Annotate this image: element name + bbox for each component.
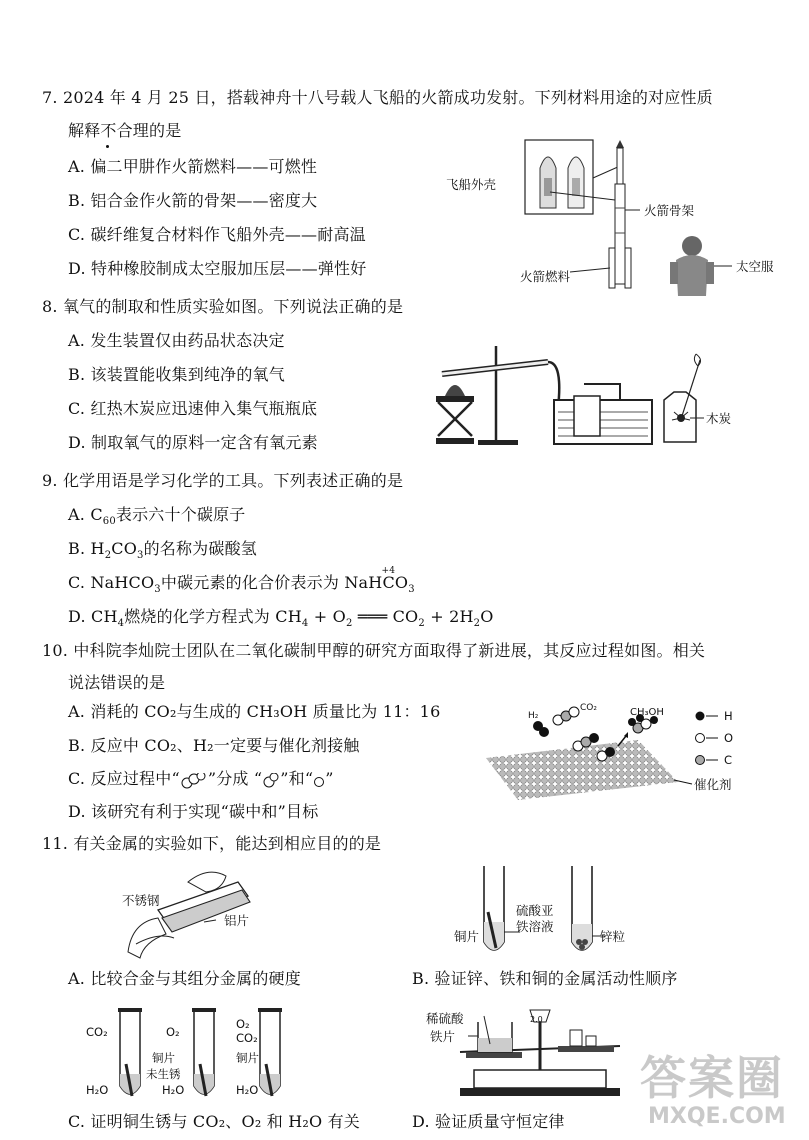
hardness-test-figure: [118, 862, 258, 962]
legend-h: H: [724, 709, 733, 723]
emphasis-dot: [106, 145, 109, 148]
watermark-url: MXQE.COM: [648, 1104, 786, 1129]
q7-option-a: A. 偏二甲肼作火箭燃料——可燃性: [68, 157, 318, 176]
q7-option-d: D. 特种橡胶制成太空服加压层——弹性好: [68, 259, 367, 278]
tube-2: [192, 1008, 216, 1096]
label-rocket-frame: 火箭骨架: [644, 203, 695, 218]
label-feso4-line1: 硫酸亚: [516, 903, 554, 918]
q9-option-b: B. $H_2CO_3$的名称为碳酸氢: [68, 539, 257, 562]
label-c-h2o-1: H₂O: [86, 1083, 109, 1097]
label-rocket-fuel: 火箭燃料: [520, 269, 571, 284]
q8-stem: 8. 氧气的制取和性质实验如图。下列说法正确的是: [42, 297, 404, 316]
label-charcoal: 木炭: [706, 411, 732, 426]
q7-option-b: B. 铝合金作火箭的骨架——密度大: [68, 191, 318, 210]
label-ch3oh: CH₃OH: [630, 707, 664, 718]
q9-option-c: C. NaHCO$_3$中碳元素的化合价表示为 NaHC +4 $O_3$: [68, 573, 415, 600]
legend-o: O: [724, 731, 734, 745]
watermark-logo: 答案圈: [640, 1051, 784, 1105]
label-space-suit: 太空服: [736, 259, 774, 274]
q11-option-a: A. 比较合金与其组分金属的硬度: [68, 969, 301, 988]
q7-option-c: C. 碳纤维复合材料作飞船外壳——耐高温: [68, 225, 366, 244]
q11-option-d: D. 验证质量守恒定律: [412, 1112, 565, 1131]
label-c-copper: 铜片: [152, 1051, 175, 1065]
label-stainless-steel: 不锈钢: [122, 893, 160, 908]
q9-option-a: A. $C_{60}$表示六十个碳原子: [68, 505, 246, 528]
co-molecule-icon: [262, 773, 280, 789]
label-ship-shell: 飞船外壳: [446, 177, 497, 192]
label-c-o2: O₂: [166, 1025, 180, 1039]
valence-mark: +4: [381, 566, 396, 576]
q7-stem-line1: 7. 2024 年 4 月 25 日，搭载神舟十八号载人飞船的火箭成功发射。下列材料用途的对应性质: [42, 88, 713, 107]
label-feso4-line2: 铁溶液: [516, 919, 554, 934]
q9-option-d: D. $CH_4$燃烧的化学方程式为 $CH_4 + O_2$ ═══ $CO_2 + 2H_2O$: [68, 607, 494, 630]
label-h2: H₂: [528, 711, 539, 721]
copper-rust-figure: [110, 1006, 290, 1106]
q10-stem-line1: 10. 中科院李灿院士团队在二氧化碳制甲醇的研究方面取得了新进展，其反应过程如图。相关: [42, 641, 706, 660]
catalyst-reaction-figure: [478, 700, 778, 805]
q10-stem-line2: 说法错误的是: [68, 673, 166, 692]
q11-option-c: C. 证明铜生锈与 CO₂、O₂ 和 H₂O 有关: [68, 1112, 360, 1131]
q11-stem: 11. 有关金属的实验如下，能达到相应目的的是: [42, 834, 382, 853]
legend-c: C: [724, 753, 733, 767]
oxygen-apparatus-figure: [428, 330, 758, 450]
label-copper-sheet: 铜片: [454, 929, 480, 944]
label-aluminum: 铝片: [224, 913, 250, 928]
balance-dial: 2.0: [530, 1015, 543, 1024]
label-co2: CO₂: [580, 703, 597, 713]
q10-option-d: D. 该研究有利于实现“碳中和”目标: [68, 802, 319, 821]
label-c-co2-3: CO₂: [236, 1031, 258, 1045]
q8-option-a: A. 发生装置仅由药品状态决定: [68, 331, 285, 350]
tube-3: [258, 1008, 282, 1096]
q8-option-b: B. 该装置能收集到纯净的氧气: [68, 365, 285, 384]
q8-option-d: D. 制取氧气的原料一定含有氧元素: [68, 433, 318, 452]
q10-option-b: B. 反应中 CO₂、H₂一定要与催化剂接触: [68, 736, 360, 755]
q9-stem: 9. 化学用语是学习化学的工具。下列表述正确的是: [42, 471, 404, 490]
label-c-o2-3: O₂: [236, 1017, 250, 1031]
co2-molecule-icon: [180, 773, 208, 789]
label-catalyst: 催化剂: [694, 777, 732, 792]
label-c-unrusted: 未生锈: [146, 1067, 181, 1081]
q10-option-a: A. 消耗的 CO₂与生成的 CH₃OH 质量比为 11：16: [68, 702, 441, 721]
label-zinc-granules: 锌粒: [600, 929, 626, 944]
label-dilute-h2so4: 稀硫酸: [426, 1011, 464, 1026]
label-c-h2o-2: H₂O: [162, 1083, 185, 1097]
tube-1: [118, 1008, 142, 1096]
o-atom-icon: [313, 774, 325, 788]
label-c-copper-3: 铜片: [236, 1051, 259, 1065]
rocket-figure: [440, 138, 770, 308]
q11-option-b: B. 验证锌、铁和铜的金属活动性顺序: [412, 969, 678, 988]
label-c-co2-1: CO₂: [86, 1025, 108, 1039]
q10-option-c: C. 反应过程中“ ”分成 “ ”和“ ”: [68, 769, 334, 788]
q8-option-c: C. 红热木炭应迅速伸入集气瓶瓶底: [68, 399, 318, 418]
label-iron-sheet: 铁片: [430, 1029, 456, 1044]
label-c-h2o-3: H₂O: [236, 1083, 259, 1097]
q7-stem-line2: 解释不合理的是: [68, 121, 182, 140]
